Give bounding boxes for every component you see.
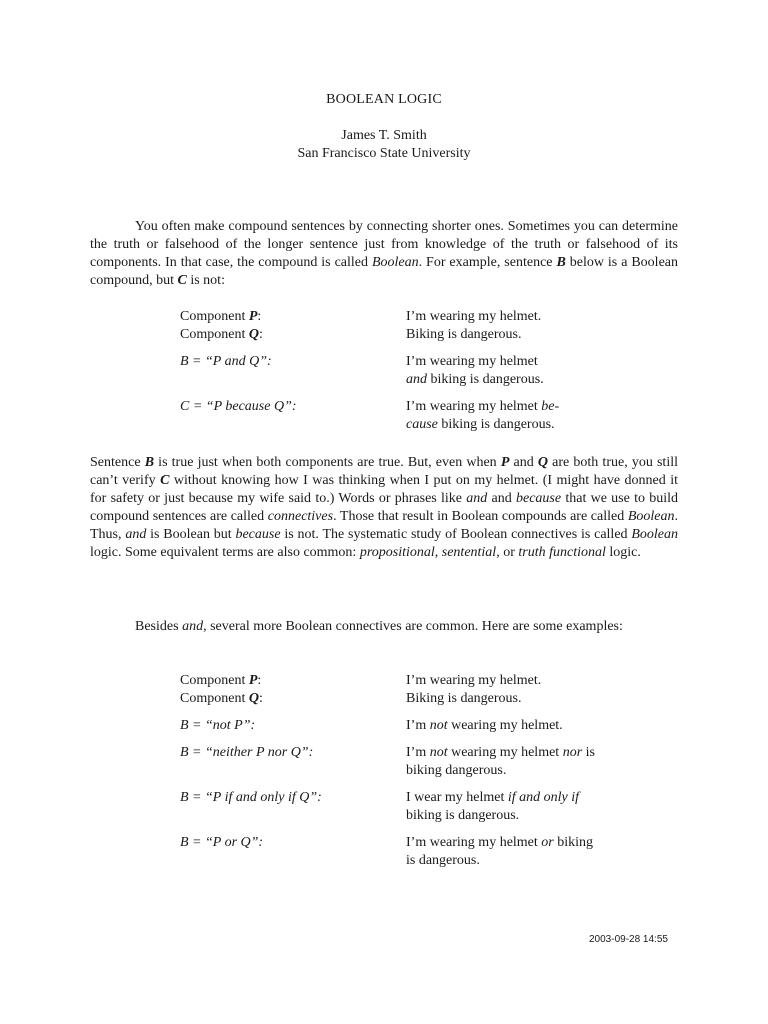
table-row: Component Q: Biking is dangerous. bbox=[180, 691, 522, 706]
table-row: Component P: I’m wearing my helmet. bbox=[180, 309, 542, 324]
table-row: B = “P if and only if Q”: I wear my helmet if and only if biking is dangerous. bbox=[180, 790, 580, 823]
table-row: Component Q: Biking is dangerous. bbox=[180, 327, 522, 342]
example-table-2 bbox=[180, 672, 660, 870]
table-row: B = “P or Q”: I’m wearing my helmet or biking is dangerous. bbox=[180, 835, 594, 868]
table-row: B = “not P”: I’m not wearing my helmet. bbox=[180, 718, 563, 733]
paragraph-intro: You often make compound sentences by connecting shorter ones. Sometimes you can determine the truth or falsehood of the longer sentence just from knowledge of the truth or falsehood of its components. In that case, the compound is called Boolean. For example, sentence B below is a Boolean compound, but C is not: bbox=[90, 219, 679, 288]
paragraph-connectives: Sentence B is true just when both components are true. But, even when P and Q are both true, you still can’t verify C without knowing how I was thinking when I put on my helmet. (I might have donned it for safety or just because my wife said to.) Words or phrases like and and because that we use to build compound sentences are called connectives. Those that result in Boolean compounds are called Boolean. Thus, and is Boolean but because is not. The systematic study of Boolean connectives is called Boolean logic. Some equivalent terms are also common: propositional, sentential, or truth functional logic. bbox=[90, 455, 679, 560]
table-row: Component P: I’m wearing my helmet. bbox=[180, 673, 542, 688]
table-row: B = “neither P nor Q”: I’m not wearing my helmet nor is biking dangerous. bbox=[180, 745, 595, 778]
author-affiliation: San Francisco State University bbox=[297, 146, 471, 161]
author-name: James T. Smith bbox=[341, 128, 427, 143]
table-row: C = “P because Q”: I’m wearing my helmet be- cause biking is dangerous. bbox=[180, 399, 560, 432]
document-title: BOOLEAN LOGIC bbox=[326, 92, 442, 107]
paragraph-more-connectives: Besides and, several more Boolean connectives are common. Here are some examples: bbox=[135, 619, 623, 634]
table-row: B = “P and Q”: I’m wearing my helmet and biking is dangerous. bbox=[180, 354, 544, 387]
timestamp: 2003-09-28 14:55 bbox=[589, 934, 668, 945]
example-table-1 bbox=[180, 308, 660, 434]
